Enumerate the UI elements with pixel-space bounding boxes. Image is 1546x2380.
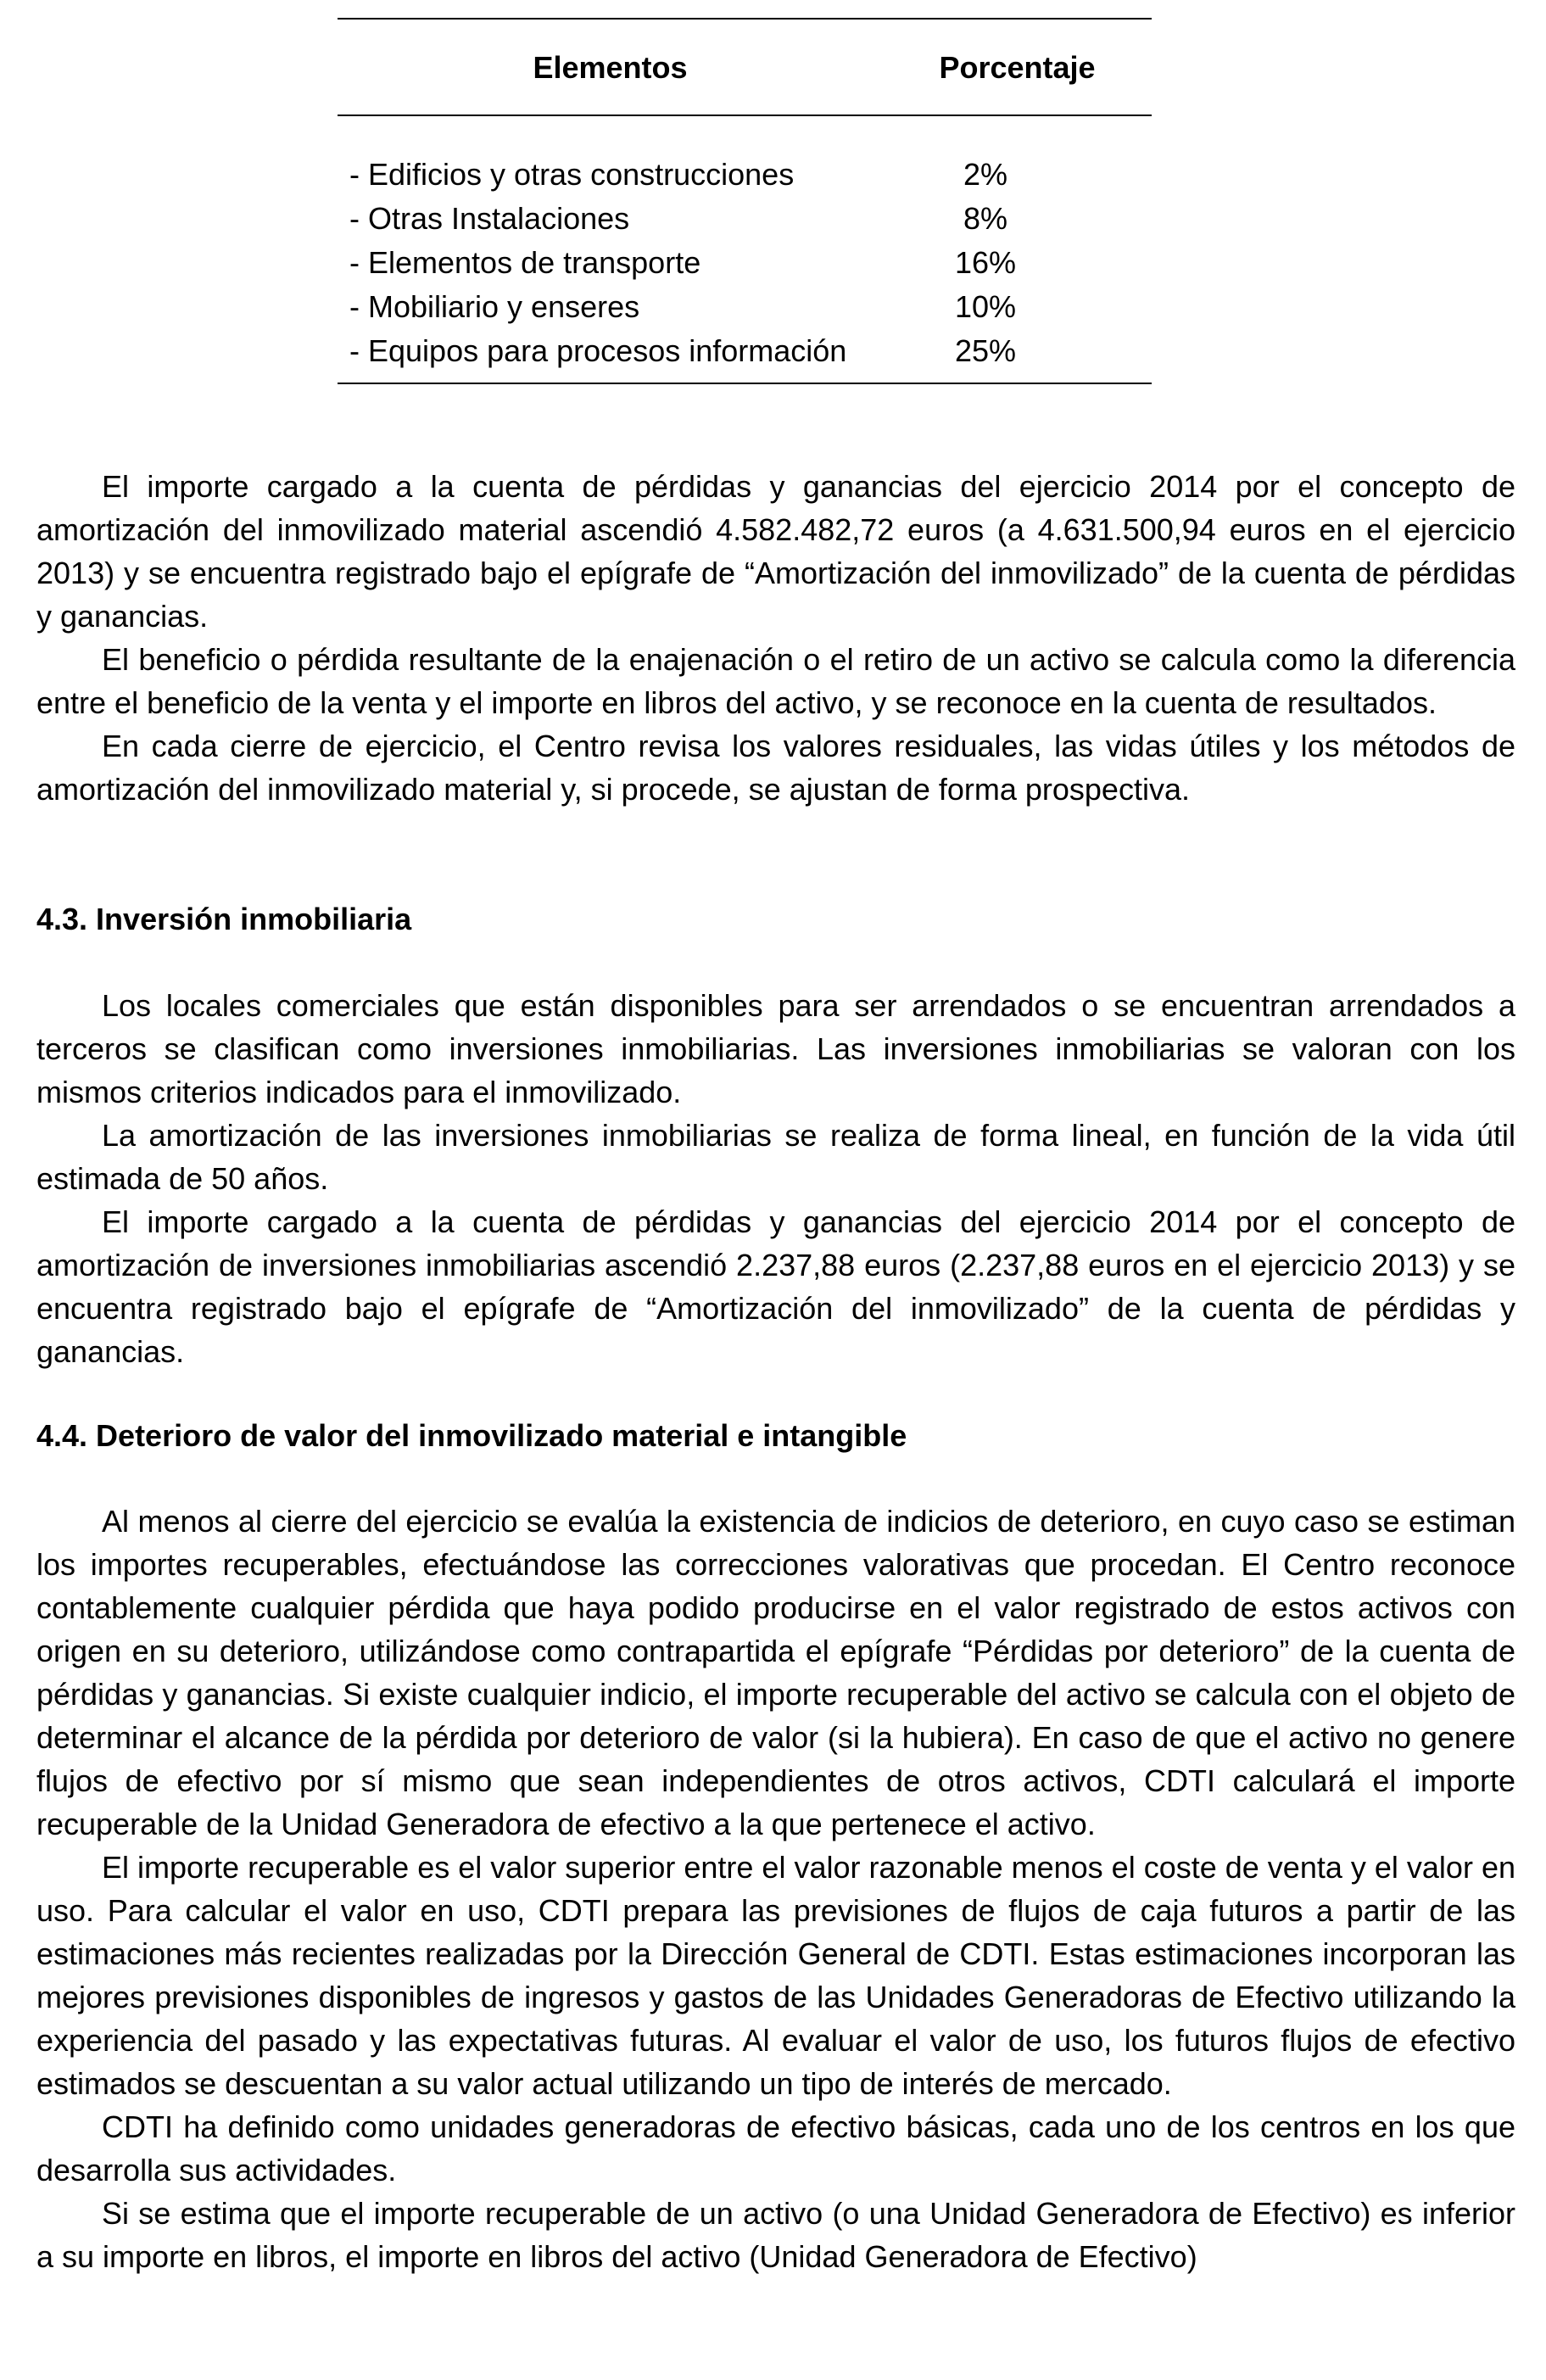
paragraph: El importe cargado a la cuenta de pérdidas y ganancias del ejercicio 2014 por el concepto de amortización de inversiones inmobiliarias ascendió 2.237,88 euros (2.237,88 euros en el ejercicio 2013) y se encuentra registrado bajo el epígrafe de “Amortización del inmovilizado” de la cuenta de pérdidas y ganancias. [36, 1204, 1515, 1369]
section-heading-wrapper [36, 897, 1515, 941]
table-cell-element: - Otras Instalaciones [349, 200, 630, 236]
paragraph: En cada cierre de ejercicio, el Centro revisa los valores residuales, las vidas útiles y los métodos de amortización del inmovilizado material y, si procede, se ajustan de forma prospectiva. [36, 729, 1515, 807]
paragraph: Los locales comerciales que están disponibles para ser arrendados o se encuentran arrendados a terceros se clasifican como inversiones inmobiliarias. Las inversiones inmobiliarias se valoran con los mismos criterios indicados para el inmovilizado. [36, 988, 1515, 1109]
table-header-row [338, 20, 1152, 115]
table-cell-element: - Equipos para procesos información [349, 332, 847, 368]
table-bottom-rule [338, 383, 1152, 384]
table-cell-percentage: 16% [954, 244, 1017, 280]
deterioro-section [36, 1500, 1515, 2278]
table-cell-percentage: 2% [963, 156, 1008, 192]
paragraph: El importe recuperable es el valor superior entre el valor razonable menos el coste de venta y el valor en uso. Para calcular el valor en uso, CDTI prepara las previsiones de flujos de caja futuros a partir de las estimaciones más recientes realizadas por la Dirección General de CDTI. Estas estimaciones incorporan las mejores previsiones disponibles de ingresos y gastos de las Unidades Generadoras de Efectivo utilizando la experiencia del pasado y las expectativas futuras. Al evaluar el valor de uso, los futuros flujos de efectivo estimados se descuentan a su valor actual utilizando un tipo de interés de mercado. [36, 1850, 1515, 2101]
section-heading-deterioro: 4.4. Deterioro de valor del inmovilizado material e intangible [36, 1418, 907, 1453]
paragraph: La amortización de las inversiones inmobiliarias se realiza de forma lineal, en función de la vida útil estimada de 50 años. [36, 1118, 1515, 1196]
table-cell-element: - Edificios y otras construcciones [349, 156, 795, 192]
paragraph: Si se estima que el importe recuperable de un activo (o una Unidad Generadora de Efectivo) es inferior a su importe en libros, el importe en libros del activo (Unidad Generadora de Efectivo) [36, 2196, 1515, 2274]
table-cell-element: - Elementos de transporte [349, 244, 701, 280]
paragraph: El beneficio o pérdida resultante de la enajenación o el retiro de un activo se calcula como la diferencia entre el beneficio de la venta y el importe en libros del activo, y se reconoce en la cuenta de resultados. [36, 642, 1515, 720]
paragraph: El importe cargado a la cuenta de pérdidas y ganancias del ejercicio 2014 por el concepto de amortización del inmovilizado material ascendió 4.582.482,72 euros (a 4.631.500,94 euros en el ejercicio 2013) y se encuentra registrado bajo el epígrafe de “Amortización del inmovilizado” de la cuenta de pérdidas y ganancias. [36, 469, 1515, 634]
paragraph: Al menos al cierre del ejercicio se evalúa la existencia de indicios de deterioro, en cuyo caso se estiman los importes recuperables, efectuándose las correcciones valorativas que procedan. El Centro reconoce contablemente cualquier pérdida que haya podido producirse en el valor registrado de estos activos con origen en su deterioro, utilizándose como contrapartida el epígrafe “Pérdidas por deterioro” de la cuenta de pérdidas y ganancias. Si existe cualquier indicio, el importe recuperable del activo se calcula con el objeto de determinar el alcance de la pérdida por deterioro de valor (si la hubiera). En caso de que el activo no genere flujos de efectivo por sí mismo que sean independientes de otros activos, CDTI calculará el importe recuperable de la Unidad Generadora de efectivo a la que pertenece el activo. [36, 1504, 1515, 1841]
table-row [338, 152, 1152, 196]
table-cell-percentage: 8% [963, 200, 1008, 236]
table-cell-percentage: 10% [954, 288, 1017, 324]
amortization-text-section [36, 465, 1515, 811]
table-row [338, 240, 1152, 284]
table-header-elementos: Elementos [533, 49, 688, 85]
table-cell-element: - Mobiliario y enseres [349, 288, 640, 324]
table-header-porcentaje: Porcentaje [939, 49, 1096, 85]
table-cell-percentage: 25% [954, 332, 1017, 368]
amortization-rates-table [338, 18, 1152, 384]
section-heading-wrapper [36, 1414, 1515, 1457]
table-body [338, 116, 1152, 383]
table-row [338, 284, 1152, 328]
table-row [338, 196, 1152, 240]
table-row [338, 328, 1152, 372]
section-heading-inversion-inmobiliaria: 4.3. Inversión inmobiliaria [36, 902, 412, 936]
paragraph: CDTI ha definido como unidades generadoras de efectivo básicas, cada uno de los centros en los que desarrolla sus actividades. [36, 2109, 1515, 2187]
inversion-inmobiliaria-section [36, 984, 1515, 1373]
